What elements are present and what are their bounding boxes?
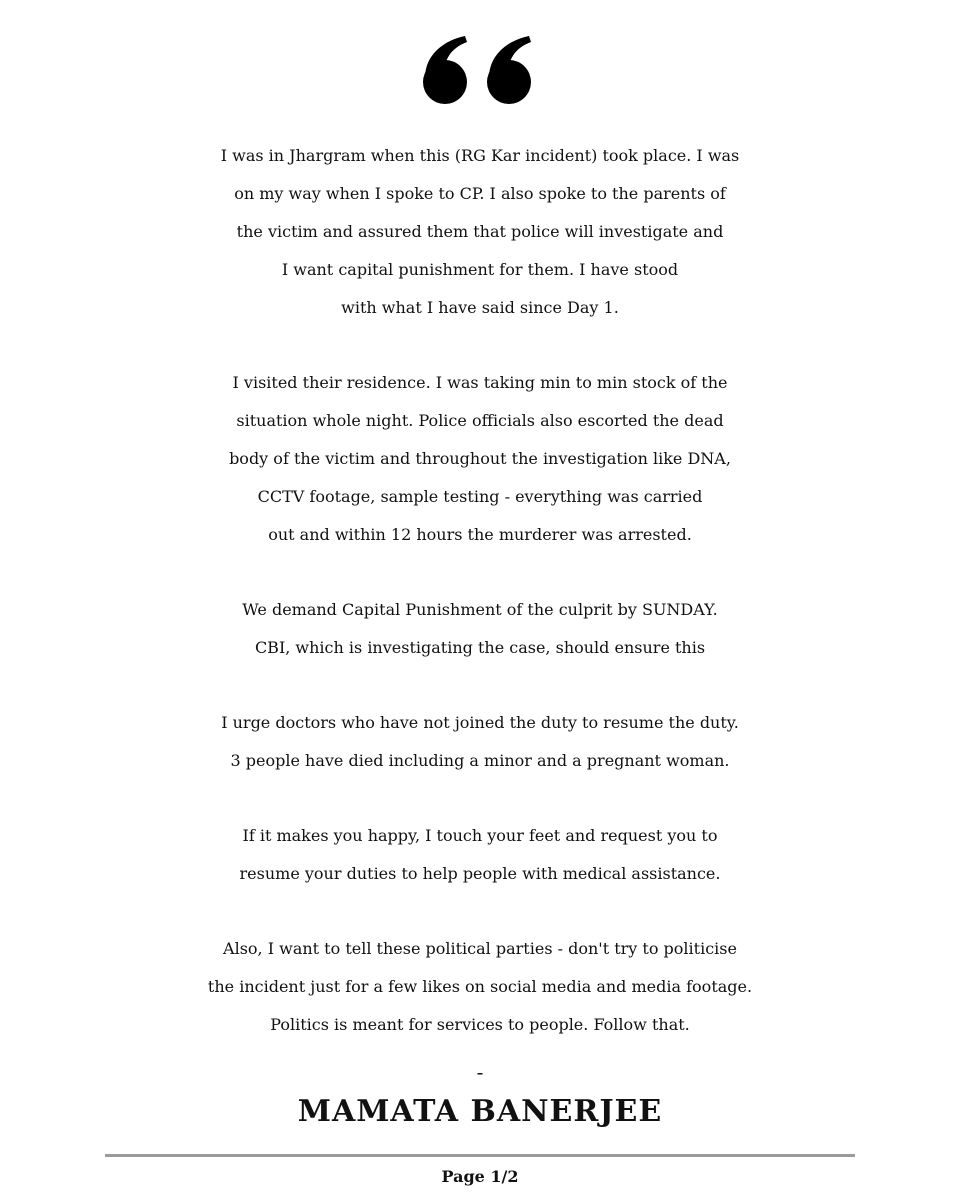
paragraph-4 <box>0 704 960 780</box>
paragraph-line: CBI, which is investigating the case, should ensure this <box>254 638 706 657</box>
paragraph-6 <box>0 930 960 1044</box>
paragraph-line: 3 people have died including a minor and a pregnant woman. <box>230 751 730 770</box>
paragraph-line: body of the victim and throughout the investigation like DNA, <box>229 449 731 468</box>
paragraph-line: the incident just for a few likes on social media and media footage. <box>207 977 753 996</box>
paragraph-line: We demand Capital Punishment of the culprit by SUNDAY. <box>242 600 718 619</box>
paragraph-line: I visited their residence. I was taking min to min stock of the <box>232 373 728 392</box>
quote-mark <box>0 36 960 106</box>
paragraph-3 <box>0 591 960 667</box>
opening-quote-icon <box>415 36 545 106</box>
paragraph-line: situation whole night. Police officials also escorted the dead <box>236 411 724 430</box>
paragraph-1 <box>0 137 960 327</box>
statement-body <box>0 137 960 1084</box>
paragraph-2 <box>0 364 960 554</box>
paragraph-line: with what I have said since Day 1. <box>341 298 619 317</box>
paragraph-line: I was in Jhargram when this (RG Kar incident) took place. I was <box>220 146 740 165</box>
paragraph-5 <box>0 817 960 893</box>
paragraph-line: Also, I want to tell these political parties - don't try to politicise <box>223 939 737 958</box>
paragraph-line: CCTV footage, sample testing - everything was carried <box>257 487 703 506</box>
paragraph-line: I want capital punishment for them. I have stood <box>281 260 679 279</box>
footer-divider <box>105 1154 855 1157</box>
paragraph-line: out and within 12 hours the murderer was arrested. <box>268 525 692 544</box>
paragraph-line: resume your duties to help people with medical assistance. <box>239 864 721 883</box>
paragraph-line: the victim and assured them that police will investigate and <box>236 222 724 241</box>
page-number: Page 1/2 <box>441 1167 519 1186</box>
paragraph-line: on my way when I spoke to CP. I also spoke to the parents of <box>234 184 726 203</box>
author-name: MAMATA BANERJEE <box>297 1094 663 1129</box>
signature-dash: - <box>476 1060 484 1084</box>
paragraph-line: If it makes you happy, I touch your feet and request you to <box>242 826 718 845</box>
paragraph-line: I urge doctors who have not joined the duty to resume the duty. <box>221 713 739 732</box>
paragraph-line: Politics is meant for services to people. Follow that. <box>270 1015 690 1034</box>
